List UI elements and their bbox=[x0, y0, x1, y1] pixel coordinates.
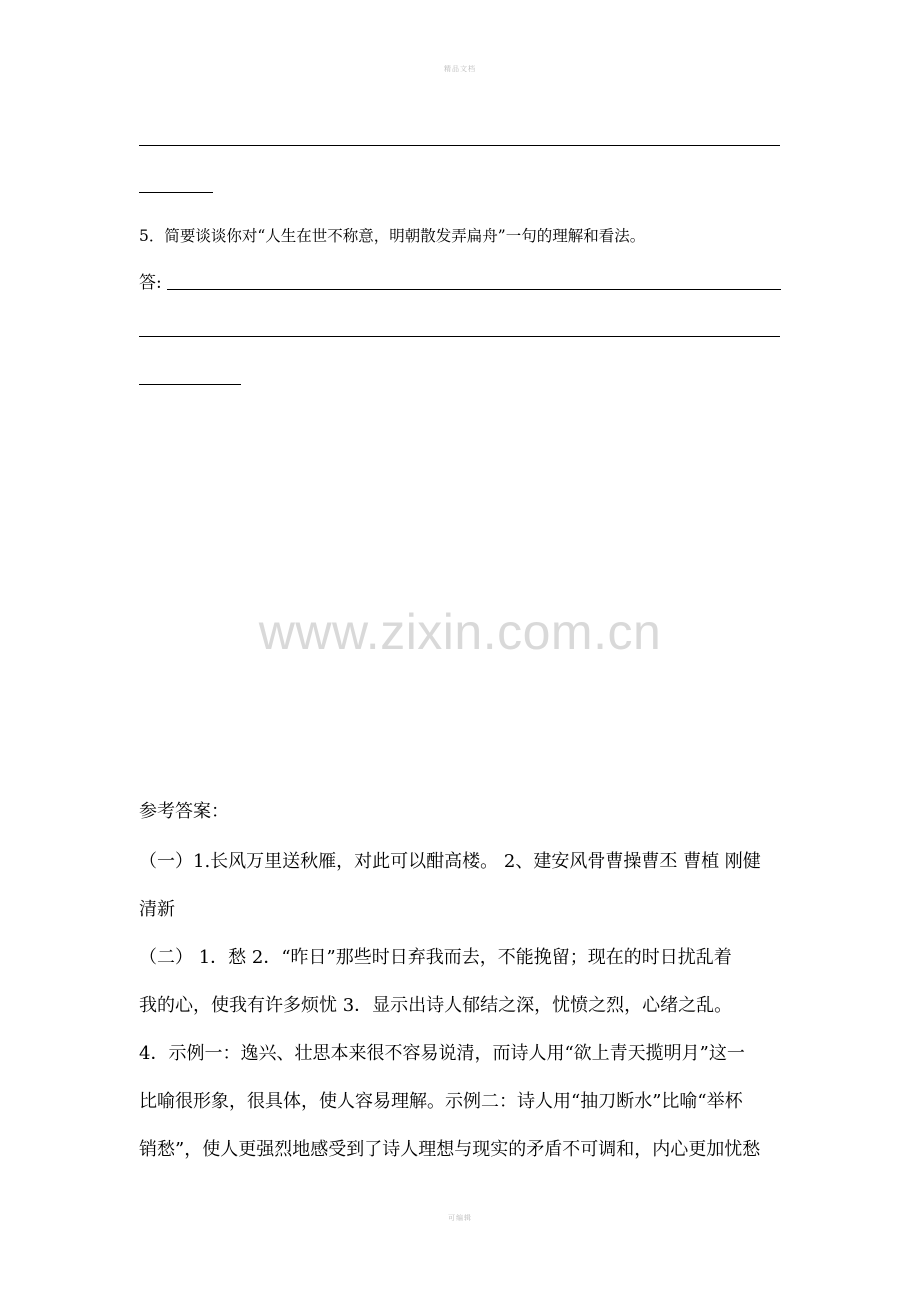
answer-label: 答: bbox=[139, 273, 162, 293]
reference-line: 比喻很形象，很具体，使人容易理解。示例二：诗人用“抽刀断水”比喻“举杯 bbox=[139, 1091, 743, 1112]
reference-line: 4．示例一：逸兴、壮思本来很不容易说清，而诗人用“欲上青天揽明月”这一 bbox=[139, 1043, 745, 1064]
answer-line bbox=[139, 336, 780, 337]
answer-line-short bbox=[139, 192, 213, 193]
footer-mark: 可编辑 bbox=[448, 1214, 472, 1222]
reference-line: 销愁”，使人更强烈地感受到了诗人理想与现实的矛盾不可调和，内心更加忧愁 bbox=[139, 1139, 761, 1160]
answer-line bbox=[167, 289, 781, 290]
reference-line: （二） 1．愁 2．“昨日”那些时日弃我而去，不能挽留；现在的时日扰乱着 bbox=[139, 947, 732, 968]
watermark: www.zixin.com.cn bbox=[258, 604, 662, 660]
reference-line: 我的心，使我有许多烦忧 3．显示出诗人郁结之深，忧愤之烈，心绪之乱。 bbox=[139, 995, 733, 1016]
reference-title: 参考答案： bbox=[139, 801, 229, 822]
reference-line: 清新 bbox=[139, 899, 175, 920]
header-mark: 精品文档 bbox=[444, 65, 476, 73]
answer-prefix bbox=[139, 273, 162, 293]
answer-line-short bbox=[139, 384, 241, 385]
reference-line: （一）1.长风万里送秋雁，对此可以酣高楼。 2、建安风骨曹操曹丕 曹植 刚健 bbox=[139, 851, 761, 872]
question-5: 5．简要谈谈你对“人生在世不称意，明朝散发弄扁舟”一句的理解和看法。 bbox=[139, 227, 646, 245]
answer-line bbox=[139, 145, 780, 146]
